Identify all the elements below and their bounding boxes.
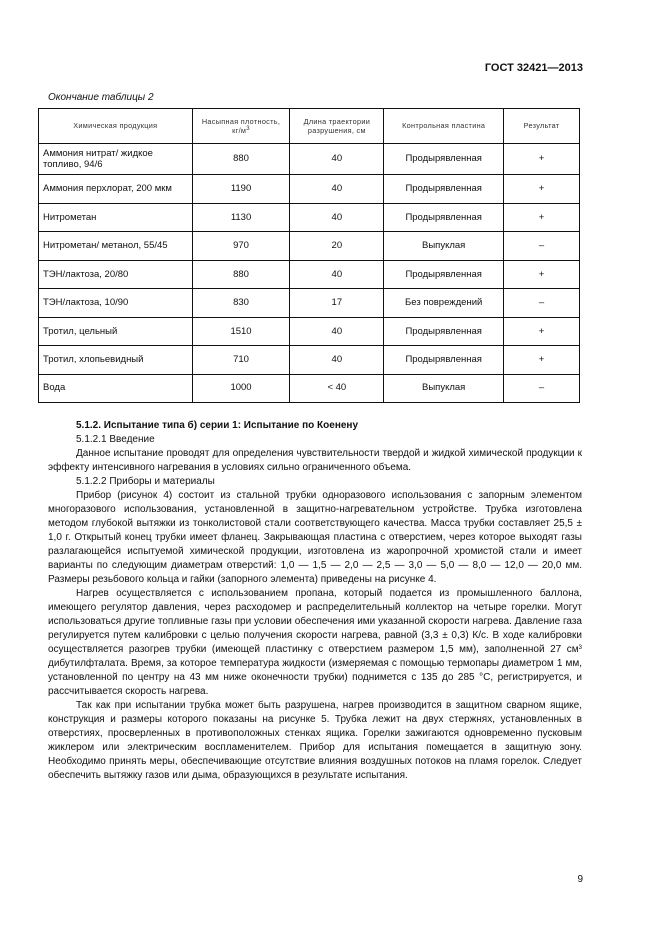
cell-density: 970 [192,232,290,261]
col-header-path-length: Длина траектории разрушения, см [290,109,384,144]
cell-result: + [504,346,580,375]
standard-number: ГОСТ 32421—2013 [484,62,583,74]
cell-result: + [504,260,580,289]
table-row [39,374,580,402]
cell-product: ТЭН/лактоза, 20/80 [39,260,193,289]
cell-density: 880 [192,260,290,289]
table-row [39,203,580,232]
table-row [39,317,580,346]
cell-control-plate: Продырявленная [384,346,504,375]
paragraph-heating-part2: дибутилфталата. Время, за которое температура жидкости (измеряемая с помощью термопары диаметром 1 мм, установленной по центру на 43 мм ниже оконечности трубки) поднимется с 135 до 285 °С, регистрируется, и рассчитывается скорость нагрева. [48,658,582,697]
cell-product: Тротил, хлопьевидный [39,346,193,375]
cell-path-length: 40 [290,203,384,232]
cell-product: Нитрометан [39,203,193,232]
cell-result: – [504,374,580,402]
density-unit-exponent: 3 [246,126,250,132]
cell-product: Аммония перхлорат, 200 мкм [39,175,193,204]
cell-path-length: 40 [290,175,384,204]
cell-density: 830 [192,289,290,318]
volume-unit-exponent: 3 [578,645,582,651]
cell-control-plate: Продырявленная [384,260,504,289]
paragraph-apparatus: Прибор (рисунок 4) состоит из стальной трубки одноразового использования с запорным элементом многоразового использования, установленной в защитно-нагревательном устройстве. Трубка изготовлена методом глубокой вытяжки из тонколистовой стали соответствующего качества. Масса трубки составляет 25,5 ± 1,0 г. Открытый конец трубки имеет фланец. Закрывающая пластина с отверстием, через которое выходят газы разлагающейся испытуемой химической продукции, изготовлена из жаропрочной хромистой стали и имеет варианты по следующим диаметрам отверстий: 1,0 — 1,5 — 2,0 — 2,5 — 3,0 — 5,0 — 8,0 — 12,0 — 20,0 мм. Размеры резьбового кольца и гайки (запорного элемента) приведены на рисунке 4. [48,490,582,585]
cell-control-plate: Продырявленная [384,203,504,232]
table-caption: Окончание таблицы 2 [48,92,154,103]
results-table [38,108,580,403]
cell-control-plate: Выпуклая [384,232,504,261]
density-header-text: Насыпная плотность, кг/м [201,116,281,135]
cell-path-length: 40 [290,317,384,346]
table-row [39,289,580,318]
cell-product: Нитрометан/ метанол, 55/45 [39,232,193,261]
cell-product: Аммония нитрат/ жидкое топливо, 94/6 [39,144,193,175]
cell-path-length: < 40 [290,374,384,402]
cell-density: 710 [192,346,290,375]
cell-density: 1190 [192,175,290,204]
col-header-density [192,109,290,144]
cell-result: + [504,317,580,346]
cell-density: 880 [192,144,290,175]
cell-product: Вода [39,374,193,402]
cell-control-plate: Выпуклая [384,374,504,402]
table-row [39,144,580,175]
table-row [39,175,580,204]
cell-result: – [504,289,580,318]
cell-density: 1510 [192,317,290,346]
cell-path-length: 20 [290,232,384,261]
cell-control-plate: Продырявленная [384,317,504,346]
paragraph-heating-part1: Нагрев осуществляется с использованием пропана, который подается из промышленного баллона, имеющего регулятор давления, через расходомер и распределительный коллектор на четыре горелки. Могут использоваться другие топливные газы при условии обеспечения ими указанной скорости нагрева. Давление газа регулируется путем калибровки с целью получения скорости нагрева, равной (3,3 ± 0,3) К/с. В ходе калибровки осуществляется разогрев трубки (имеющей пластинку с отверстием размером 1,5 мм), заполненной 27 см [48,588,582,655]
paragraph-intro: Данное испытание проводят для определения чувствительности твердой и жидкой химической продукции к эффекту интенсивного нагревания в условиях сильно ограниченного объема. [48,448,582,473]
body-text [48,419,582,783]
cell-path-length: 40 [290,346,384,375]
cell-path-length: 17 [290,289,384,318]
paragraph-heating [48,587,582,699]
col-header-control-plate: Контрольная пластина [384,109,504,144]
col-header-result: Результат [504,109,580,144]
subsection-title-devices: 5.1.2.2 Приборы и материалы [76,476,215,487]
page-number: 9 [577,874,583,885]
col-header-product: Химическая продукция [39,109,193,144]
table-row [39,232,580,261]
cell-result: + [504,144,580,175]
section-heading: 5.1.2. Испытание типа б) серии 1: Испытание по Коенену [76,420,359,431]
table-header-row [39,109,580,144]
cell-control-plate: Продырявленная [384,144,504,175]
cell-result: + [504,203,580,232]
cell-density: 1000 [192,374,290,402]
cell-control-plate: Продырявленная [384,175,504,204]
paragraph-protection-box: Так как при испытании трубка может быть разрушена, нагрев производится в защитном сварном ящике, конструкция и размеры которого показаны на рисунке 5. Трубка лежит на двух стержнях, установленных в отверстиях, просверленных в противоположных стенках ящика. Горелки зажигаются одновременно пусковым жиклером или электрическим воспламенителем. Прибор для испытания помещается в защитную зону. Необходимо принять меры, обеспечивающие отсутствие влияния воздушных потоков на пламя горелок. Следует обеспечить вытяжку газов или дыма, образующихся в результате испытания. [48,700,582,781]
cell-product: ТЭН/лактоза, 10/90 [39,289,193,318]
cell-path-length: 40 [290,260,384,289]
table-row [39,346,580,375]
cell-path-length: 40 [290,144,384,175]
cell-result: + [504,175,580,204]
subsection-title-intro: 5.1.2.1 Введение [76,434,155,445]
cell-product: Тротил, цельный [39,317,193,346]
table-row [39,260,580,289]
cell-control-plate: Без повреждений [384,289,504,318]
cell-density: 1130 [192,203,290,232]
cell-result: – [504,232,580,261]
